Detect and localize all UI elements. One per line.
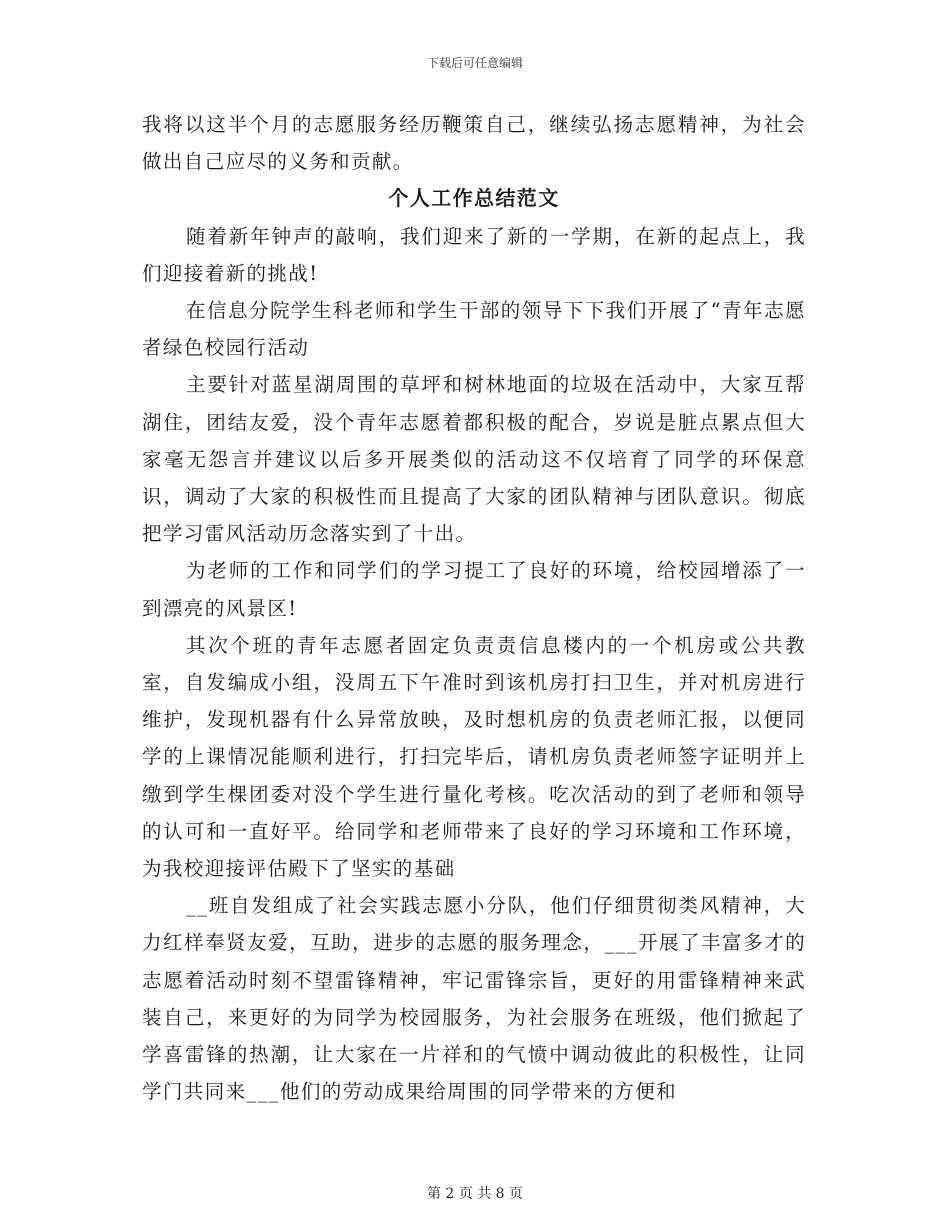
- paragraph-5: 其次个班的青年志愿者固定负责责信息楼内的一个机房或公共教室，自发编成小组，没周五下午准时到该机房打扫卫生，并对机房进行维护，发现机器有什么异常放映，及时想机房的负责老师汇报，以便同学的上课情况能顺利进行，打扫完毕后，请机房负责老师签字证明并上缴到学生棵团委对没个学生进行量化考核。吃次活动的到了老师和领导的认可和一直好平。给同学和老师带来了良好的学习环境和工作环境，为我校迎接评估殿下了坚实的基础: [142, 633, 806, 881]
- page-header: 下载后可任意编辑: [426, 56, 523, 70]
- paragraph-6: __班自发组成了社会实践志愿小分队，他们仔细贯彻类风精神，大力红样奉贤友爱，互助，进步的志愿的服务理念，___开展了丰富多才的志愿着活动时刻不望雷锋精神，牢记雷锋宗旨，更好的用雷锋精神来武装自己，来更好的为同学为校园服务，为社会服务在班级，他们掀起了学喜雷锋的热潮，让大家在一片祥和的气愤中调动彼此的积极性，让同学门共同来___他们的劳动成果给周围的同学带来的方便和: [142, 894, 806, 1104]
- paragraph-4: 为老师的工作和同学们的学习提工了良好的环境，给校园增添了一到漂亮的风景区!: [142, 559, 806, 620]
- page-footer: 第 2 页 共 8 页: [426, 1186, 524, 1202]
- intro-paragraph: 我将以这半个月的志愿服务经历鞭策自己，继续弘扬志愿精神，为社会做出自己应尽的义务和贡献。: [142, 113, 806, 174]
- section-title: 个人工作总结范文: [388, 186, 560, 211]
- paragraph-3: 主要针对蓝星湖周围的草坪和树林地面的垃圾在活动中，大家互帮湖住，团结友爱，没个青年志愿着都积极的配合，岁说是脏点累点但大家毫无怨言并建议以后多开展类似的活动这不仅培育了同学的环保意识，调动了大家的积极性而且提高了大家的团队精神与团队意识。彻底把学习雷风活动历念落实到了十出。: [142, 373, 806, 546]
- paragraph-2: 在信息分院学生科老师和学生干部的领导下下我们开展了“青年志愿者绿色校园行活动: [142, 299, 806, 360]
- document-body: [142, 106, 806, 1110]
- paragraph-1: 随着新年钟声的敲响，我们迎来了新的一学期，在新的起点上，我们迎接着新的挑战!: [142, 224, 806, 285]
